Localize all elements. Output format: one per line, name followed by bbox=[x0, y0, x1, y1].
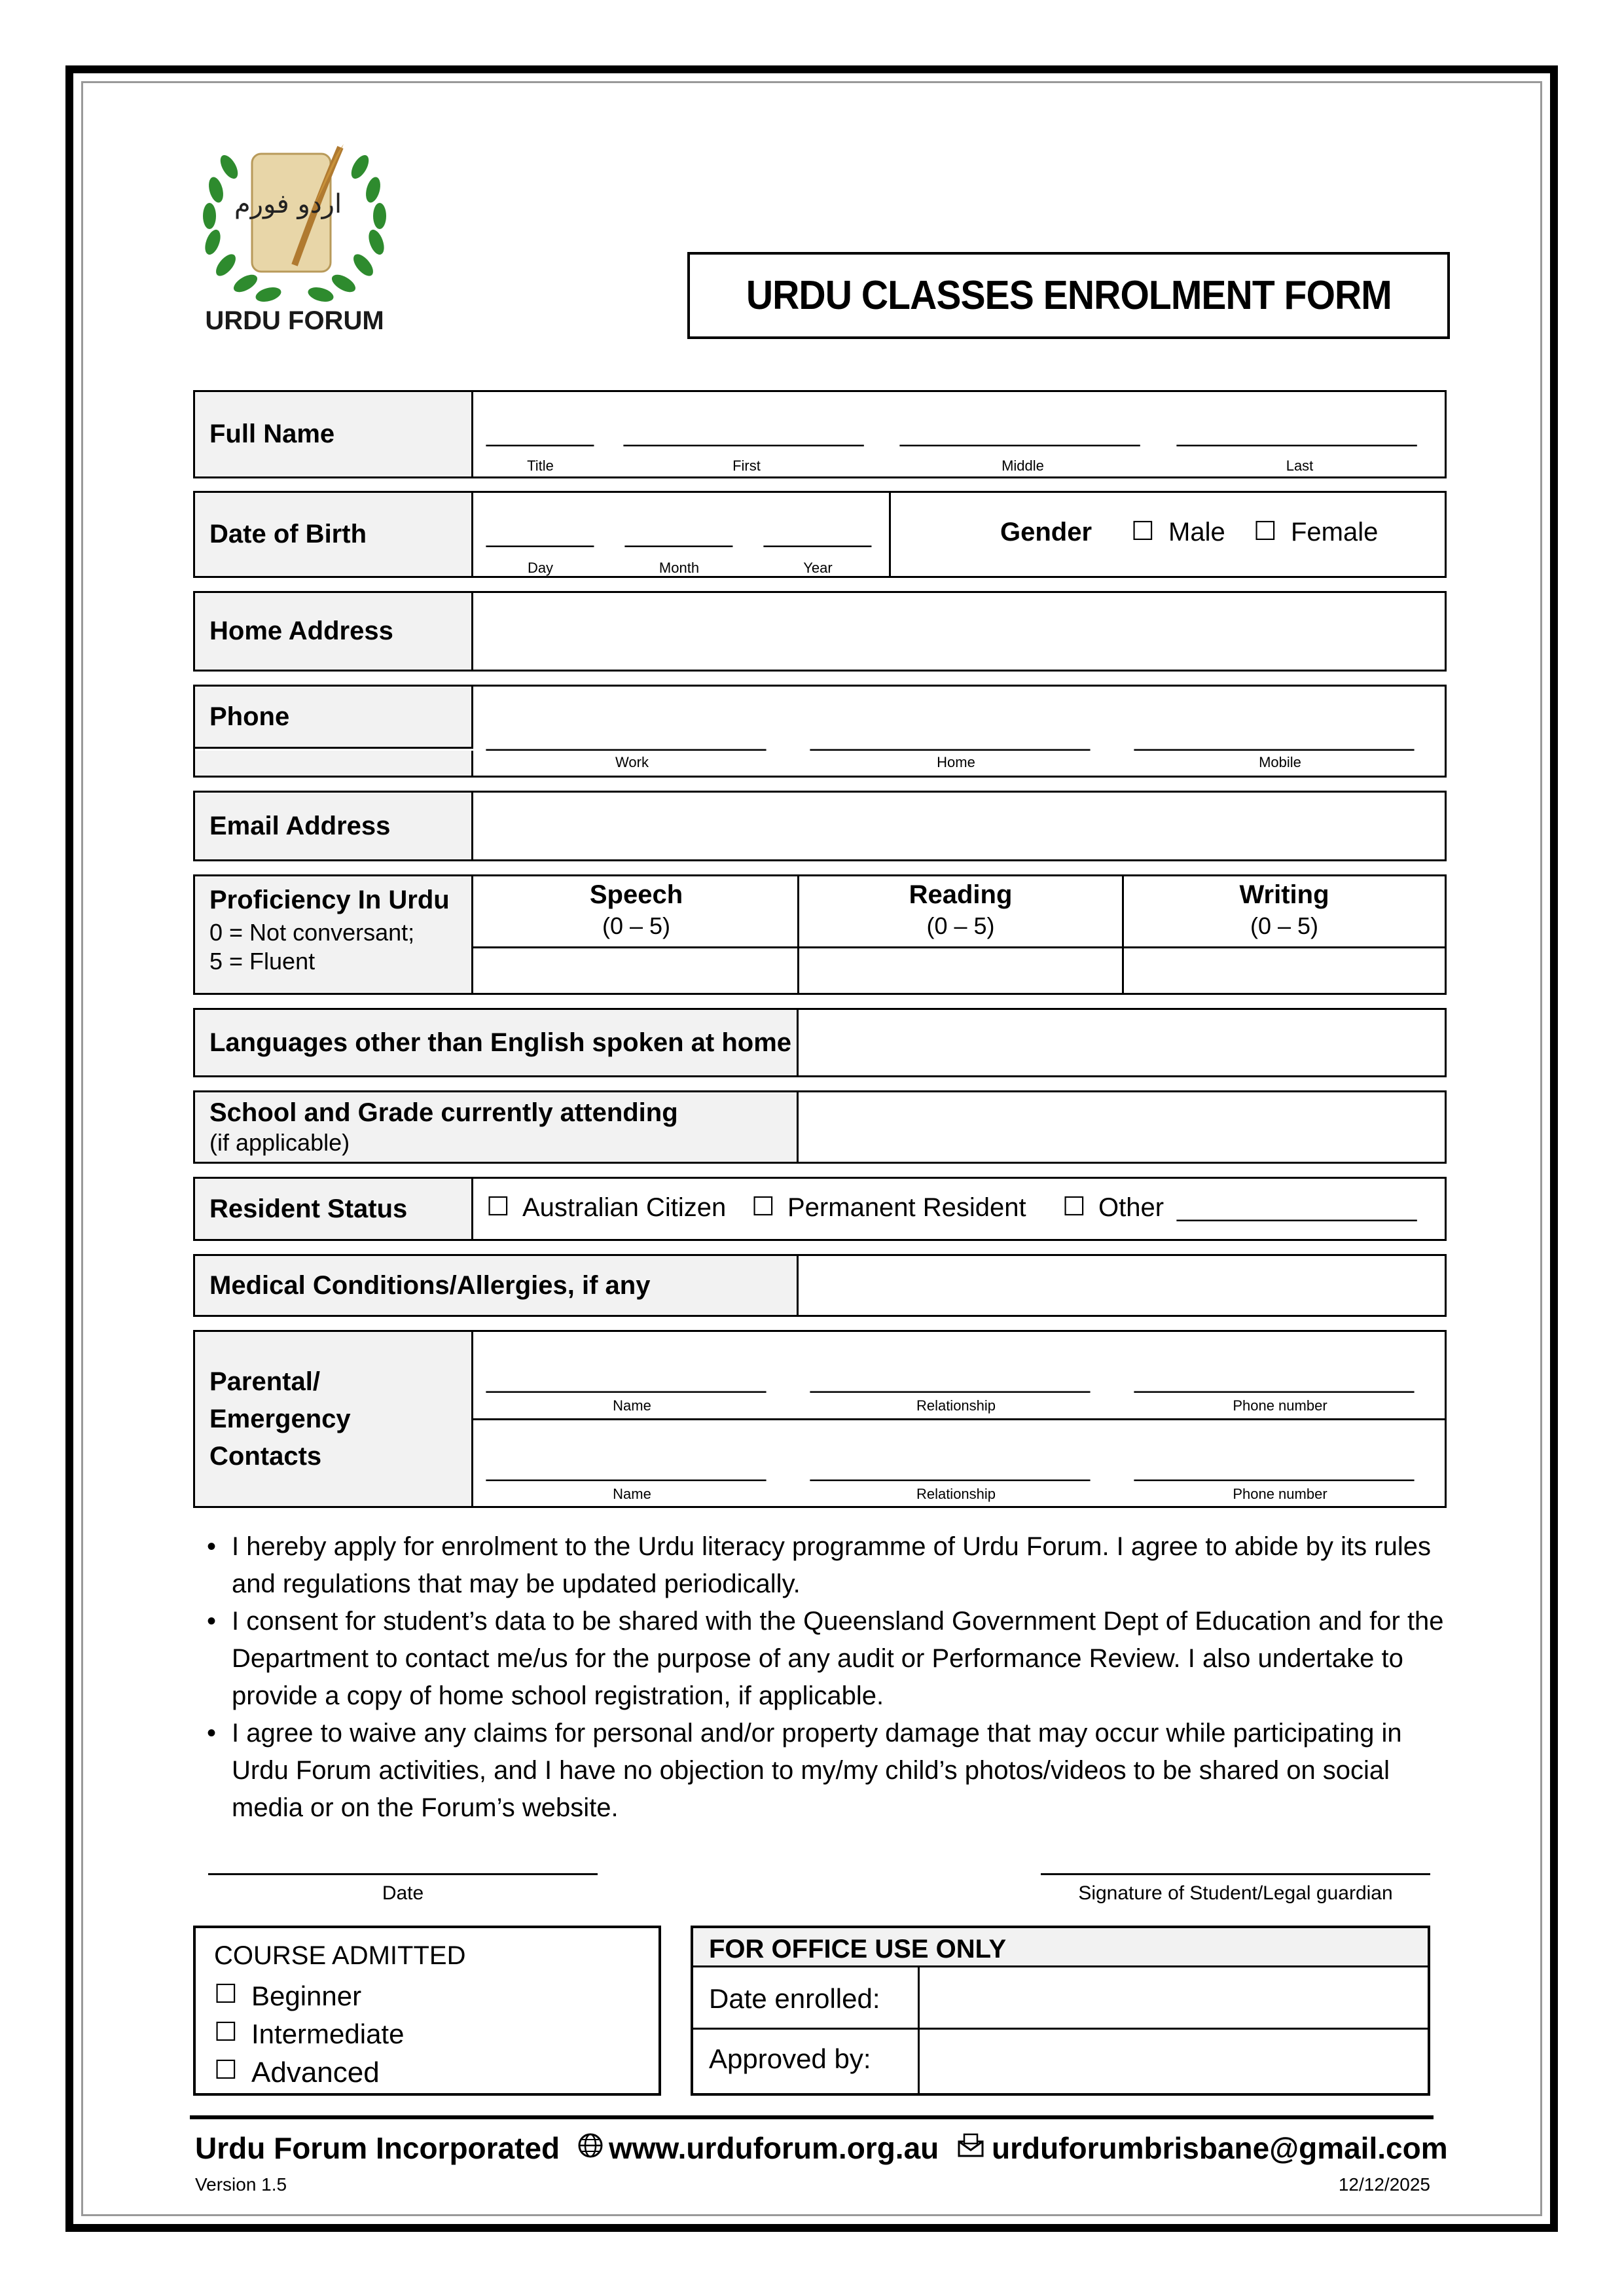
school-label: School and Grade currently attending (if applicable) bbox=[195, 1092, 799, 1162]
languages-input[interactable] bbox=[801, 1010, 1445, 1075]
course-admitted-title: COURSE ADMITTED bbox=[214, 1941, 466, 1970]
last-name-blank[interactable]: __________________ bbox=[1177, 418, 1416, 447]
speech-header: Speech (0 – 5) bbox=[589, 880, 683, 939]
dob-gender-divider bbox=[889, 493, 891, 576]
advanced-checkbox[interactable]: ☐ bbox=[214, 2055, 238, 2085]
first-name-blank[interactable]: __________________ bbox=[624, 418, 863, 447]
footer-rule bbox=[190, 2115, 1434, 2119]
footer-email[interactable]: urduforumbrisbane@gmail.com bbox=[992, 2131, 1448, 2165]
other-blank[interactable]: __________________ bbox=[1177, 1193, 1416, 1222]
reading-input[interactable] bbox=[799, 948, 1122, 993]
office-use-box bbox=[691, 1926, 1430, 2096]
email-input[interactable] bbox=[475, 793, 1445, 859]
home-address-row bbox=[193, 591, 1447, 672]
form-title-box bbox=[687, 252, 1450, 339]
date-enrolled-label: Date enrolled: bbox=[709, 1983, 880, 2014]
caption-year: Year bbox=[803, 560, 833, 576]
australian-citizen-checkbox[interactable]: ☐ bbox=[486, 1192, 510, 1222]
languages-row bbox=[193, 1008, 1447, 1077]
contact2-name-blank[interactable]: _____________________ bbox=[486, 1453, 765, 1482]
school-row bbox=[193, 1090, 1447, 1164]
course-admitted-box bbox=[193, 1926, 661, 2096]
approved-by-input[interactable] bbox=[920, 2030, 1428, 2093]
caption-contact2-name: Name bbox=[613, 1486, 651, 1502]
writing-input[interactable] bbox=[1124, 948, 1445, 993]
resident-row bbox=[193, 1177, 1447, 1241]
date-enrolled-input[interactable] bbox=[920, 1967, 1428, 2028]
contact1-phone-blank[interactable]: _____________________ bbox=[1134, 1365, 1413, 1393]
speech-input[interactable] bbox=[475, 948, 797, 993]
email-icon bbox=[957, 2132, 984, 2162]
australian-citizen-label: Australian Citizen bbox=[522, 1193, 727, 1222]
svg-text:اردو فورم: اردو فورم bbox=[234, 189, 342, 219]
caption-contact1-relationship: Relationship bbox=[916, 1397, 996, 1414]
caption-work: Work bbox=[615, 754, 649, 770]
dob-year-blank[interactable]: ________ bbox=[764, 519, 870, 548]
proficiency-table bbox=[193, 874, 1447, 995]
contacts-label: Parental/ Emergency Contacts bbox=[195, 1332, 473, 1506]
signature-line[interactable] bbox=[1041, 1873, 1430, 1875]
middle-name-blank[interactable]: __________________ bbox=[900, 418, 1139, 447]
contacts-table bbox=[193, 1330, 1447, 1508]
logo-text: URDU FORUM bbox=[205, 306, 384, 335]
languages-label: Languages other than English spoken at home bbox=[195, 1010, 799, 1075]
caption-home: Home bbox=[937, 754, 975, 770]
intermediate-label: Intermediate bbox=[251, 2018, 405, 2049]
date-line[interactable] bbox=[208, 1873, 598, 1875]
home-address-label: Home Address bbox=[195, 593, 473, 670]
phone-work-blank[interactable]: _____________________ bbox=[486, 723, 765, 751]
phone-mobile-blank[interactable]: _____________________ bbox=[1134, 723, 1413, 751]
dob-day-blank[interactable]: ________ bbox=[486, 519, 592, 548]
caption-contact1-phone: Phone number bbox=[1233, 1397, 1327, 1414]
contact1-relationship-blank[interactable]: _____________________ bbox=[810, 1365, 1089, 1393]
phone-home-blank[interactable]: _____________________ bbox=[810, 723, 1089, 751]
permanent-resident-checkbox[interactable]: ☐ bbox=[751, 1192, 775, 1222]
footer-version: Version 1.5 bbox=[195, 2174, 287, 2195]
caption-mobile: Mobile bbox=[1259, 754, 1301, 770]
reading-header: Reading (0 – 5) bbox=[909, 880, 1013, 939]
proficiency-label: Proficiency In Urdu 0 = Not conversant; 5 = Fluent bbox=[195, 876, 473, 993]
beginner-checkbox[interactable]: ☐ bbox=[214, 1979, 238, 2009]
home-address-input[interactable] bbox=[475, 593, 1445, 670]
declaration-item: • I agree to waive any claims for personal and/or property damage that may occur while participating in Urdu Forum activities, and I have no objection to my/my child’s photos/videos to be shared on social media or on the Forum’s website. bbox=[203, 1715, 1447, 1827]
email-label: Email Address bbox=[195, 793, 473, 859]
medical-input[interactable] bbox=[801, 1256, 1445, 1315]
email-row bbox=[193, 791, 1447, 861]
female-checkbox[interactable]: ☐ bbox=[1254, 516, 1277, 547]
phone-label: Phone bbox=[195, 687, 473, 749]
male-checkbox[interactable]: ☐ bbox=[1131, 516, 1155, 547]
other-checkbox[interactable]: ☐ bbox=[1062, 1192, 1086, 1222]
male-label: Male bbox=[1168, 518, 1225, 547]
caption-first: First bbox=[732, 457, 761, 474]
date-caption: Date bbox=[382, 1882, 424, 1904]
contact2-phone-blank[interactable]: _____________________ bbox=[1134, 1453, 1413, 1482]
caption-last: Last bbox=[1286, 457, 1314, 474]
signature-caption: Signature of Student/Legal guardian bbox=[1078, 1882, 1393, 1904]
title-blank[interactable]: ________ bbox=[486, 418, 592, 447]
writing-header: Writing (0 – 5) bbox=[1239, 880, 1329, 939]
medical-label: Medical Conditions/Allergies, if any bbox=[195, 1256, 799, 1315]
contact2-relationship-blank[interactable]: _____________________ bbox=[810, 1453, 1089, 1482]
footer-org-name: Urdu Forum Incorporated bbox=[195, 2131, 560, 2165]
dob-label: Date of Birth bbox=[195, 493, 473, 576]
declarations-list bbox=[203, 1528, 1447, 1827]
advanced-label: Advanced bbox=[251, 2056, 380, 2089]
beginner-label: Beginner bbox=[251, 1981, 362, 2011]
globe-icon bbox=[577, 2132, 604, 2162]
declaration-item: • I hereby apply for enrolment to the Urdu literacy programme of Urdu Forum. I agree to abide by its rules and regulations that may be updated periodically. bbox=[203, 1528, 1447, 1603]
full-name-label: Full Name bbox=[195, 392, 473, 476]
caption-month: Month bbox=[659, 560, 700, 576]
caption-day: Day bbox=[527, 560, 554, 576]
school-input[interactable] bbox=[801, 1092, 1445, 1162]
phone-label-filler bbox=[195, 751, 473, 776]
phone-row bbox=[193, 685, 1447, 778]
office-use-header: FOR OFFICE USE ONLY bbox=[693, 1928, 1428, 1967]
footer-website[interactable]: www.urduforum.org.au bbox=[609, 2131, 939, 2165]
caption-middle: Middle bbox=[1001, 457, 1044, 474]
caption-contact2-phone: Phone number bbox=[1233, 1486, 1327, 1502]
gender-label: Gender bbox=[1000, 518, 1092, 547]
dob-row bbox=[193, 491, 1447, 578]
caption-title: Title bbox=[527, 457, 554, 474]
caption-contact1-name: Name bbox=[613, 1397, 651, 1414]
contact1-name-blank[interactable]: _____________________ bbox=[486, 1365, 765, 1393]
contacts-row-divider bbox=[473, 1418, 1445, 1420]
resident-label: Resident Status bbox=[195, 1179, 473, 1239]
female-label: Female bbox=[1291, 518, 1379, 547]
full-name-row bbox=[193, 390, 1447, 478]
footer-date: 12/12/2025 bbox=[1338, 2174, 1430, 2195]
form-title: URDU CLASSES ENROLMENT FORM bbox=[746, 273, 1392, 318]
other-label: Other bbox=[1098, 1193, 1164, 1222]
approved-by-label: Approved by: bbox=[709, 2043, 871, 2074]
medical-row bbox=[193, 1254, 1447, 1317]
caption-contact2-relationship: Relationship bbox=[916, 1486, 996, 1502]
permanent-resident-label: Permanent Resident bbox=[787, 1193, 1026, 1222]
dob-month-blank[interactable]: ________ bbox=[625, 519, 731, 548]
declaration-item: • I consent for student’s data to be shared with the Queensland Government Dept of Education and for the Department to contact me/us for the purpose of any audit or Performance Review. I also undertake to provide a copy of home school registration, if applicable. bbox=[203, 1603, 1447, 1715]
intermediate-checkbox[interactable]: ☐ bbox=[214, 2017, 238, 2047]
